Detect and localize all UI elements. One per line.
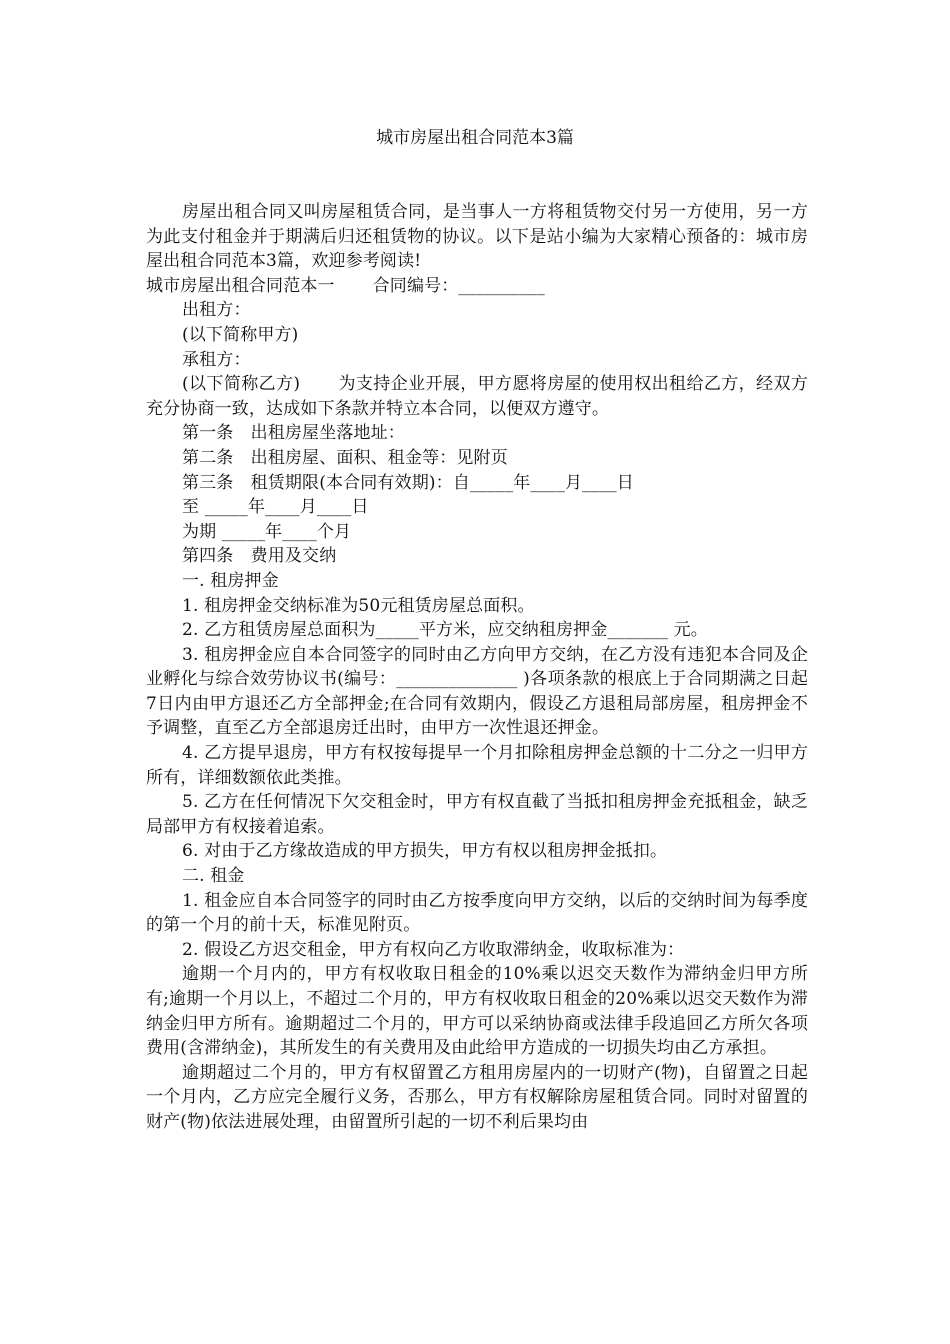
deposit-clause-1: 1. 租房押金交纳标准为50元租赁房屋总面积。 (182, 595, 535, 616)
article-3-term: 为期 _____年____个月 (182, 521, 352, 542)
article-3: 第三条 租赁期限(本合同有效期)：自_____年____月____日 (182, 472, 634, 493)
contract-heading-line (146, 274, 808, 299)
overdue-paragraph-2: 逾期超过二个月的，甲方有权留置乙方租用房屋内的一切财产(物)，自留置之日起一个月内，乙方应完全履行义务，否那么，甲方有权解除房屋租赁合同。同时对留置的财产(物)依法进展处理，由留置所引起的一切不利后果均由 (146, 1062, 808, 1132)
lessor-abbrev-line: (以下简称甲方) (182, 324, 299, 345)
document-body (146, 200, 808, 1135)
lessor-line: 出租方： (182, 300, 251, 321)
rent-clause-1: 1. 租金应自本合同签字的同时由乙方按季度向甲方交纳，以后的交纳时间为每季度的第一个月的前十天，标准见附页。 (146, 890, 808, 936)
purpose-paragraph (146, 372, 808, 421)
article-2: 第二条 出租房屋、面积、租金等：见附页 (182, 447, 508, 468)
lessee-abbrev: (以下简称乙方) (182, 374, 301, 395)
article-4: 第四条 费用及交纳 (182, 546, 337, 567)
deposit-clause-3: 3. 租房押金应自本合同签字的同时由乙方向甲方交纳，在乙方没有违犯本合同及企业孵化与综合效劳协议书(编号：______________ )各项条款的根底上于合同期满之日起7日内由甲方退还乙方全部押金;在合同有效期内，假设乙方退租局部房屋，租房押金不予调整，直至乙方全部退房迁出时，由甲方一次性退还押金。 (146, 644, 808, 739)
deposit-clause-2: 2. 乙方租赁房屋总面积为_____平方米，应交纳租房押金_______ 元。 (182, 620, 708, 641)
rent-heading: 二. 租金 (182, 866, 245, 887)
overdue-paragraph-1: 逾期一个月内的，甲方有权收取日租金的10%乘以迟交天数作为滞纳金归甲方所有;逾期一个月以上，不超过二个月的，甲方有权收取日租金的20%乘以迟交天数作为滞纳金归甲方所有。逾期超过二个月的，甲方可以采纳协商或法律手段追回乙方所欠各项费用(含滞纳金)，其所发生的有关费用及由此给甲方造成的一切损失均由乙方承担。 (146, 964, 808, 1059)
document-title: 城市房屋出租合同范本3篇 (376, 128, 574, 148)
deposit-clause-4: 4. 乙方提早退房，甲方有权按每提早一个月扣除租房押金总额的十二分之一归甲方所有，详细数额依此类推。 (146, 743, 808, 788)
contract-number: 合同编号：__________ (372, 275, 545, 296)
lessee-line: 承租方： (182, 349, 251, 370)
rent-clause-2: 2. 假设乙方迟交租金，甲方有权向乙方收取滞纳金，收取标准为： (182, 939, 685, 960)
article-3-end-date: 至 _____年____月____日 (182, 497, 369, 518)
section-heading: 城市房屋出租合同范本一 (146, 275, 335, 296)
purpose-text: 为支持企业开展，甲方愿将房屋的使用权出租给乙方，经双方充分协商一致，达成如下条款并特立本合同，以便双方遵守。 (146, 374, 808, 419)
deposit-clause-6: 6. 对由于乙方缘故造成的甲方损失，甲方有权以租房押金抵扣。 (182, 841, 668, 862)
deposit-clause-5: 5. 乙方在任何情况下欠交租金时，甲方有权直截了当抵扣租房押金充抵租金，缺乏局部甲方有权接着追索。 (146, 792, 808, 837)
intro-paragraph: 房屋出租合同又叫房屋租赁合同，是当事人一方将租赁物交付另一方使用，另一方为此支付租金并于期满后归还租赁物的协议。以下是站小编为大家精心预备的：城市房屋出租合同范本3篇，欢迎参考阅读! (146, 202, 808, 272)
deposit-heading: 一. 租房押金 (182, 570, 279, 591)
article-1: 第一条 出租房屋坐落地址： (182, 423, 405, 444)
